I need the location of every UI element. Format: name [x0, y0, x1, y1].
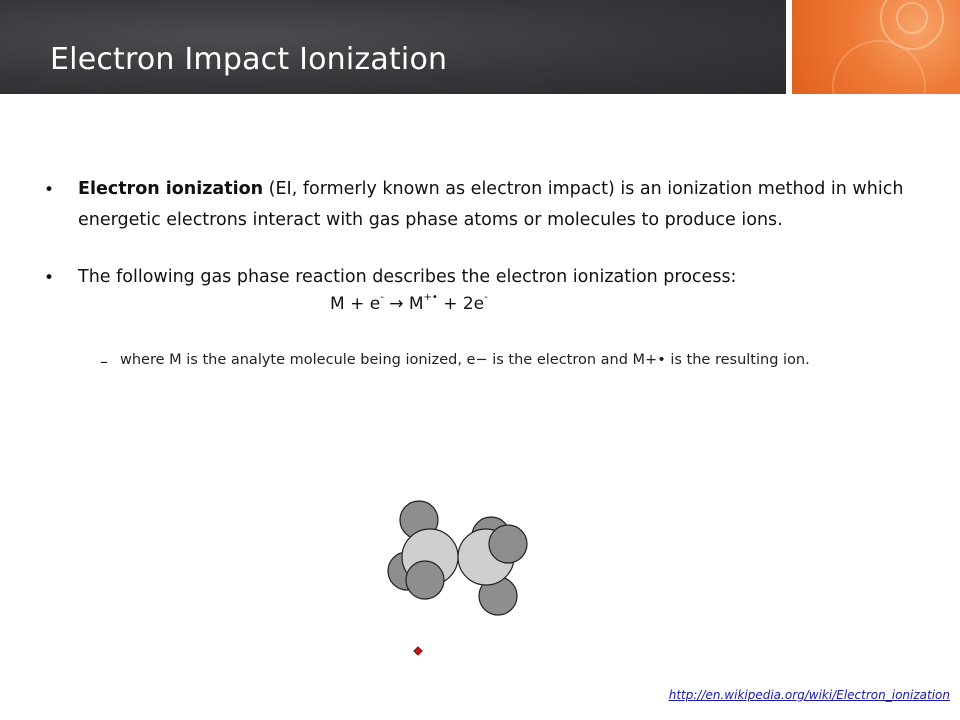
- hydrogen-atom: [489, 525, 527, 563]
- source-link[interactable]: http://en.wikipedia.org/wiki/Electron_ionization: [668, 688, 950, 702]
- header-accent-panel: [792, 0, 960, 94]
- bold-term: Electron ionization: [78, 179, 264, 199]
- slide-header: [0, 0, 960, 94]
- bullet-marker: •: [44, 268, 55, 288]
- hydrogen-atom: [406, 561, 444, 599]
- bullet-marker: •: [44, 180, 55, 200]
- molecule-illustration: [380, 490, 540, 670]
- electron-particle: [414, 647, 422, 655]
- bullet-text-ionization: Electron ionization (EI, formerly known as electron impact) is an ionization method in which energetic electrons interact with gas phase atoms or molecules to produce ions.: [78, 179, 904, 230]
- reaction-equation: M + e- → M+• + 2e-: [330, 292, 488, 314]
- bullet-text-reaction: The following gas phase reaction describes the electron ionization process:: [78, 267, 737, 287]
- slide-title: Electron Impact Ionization: [50, 42, 448, 77]
- sub-bullet-text: where M is the analyte molecule being ionized, e− is the electron and M+• is the resulting ion.: [120, 352, 810, 368]
- sub-bullet-dash: –: [100, 352, 108, 371]
